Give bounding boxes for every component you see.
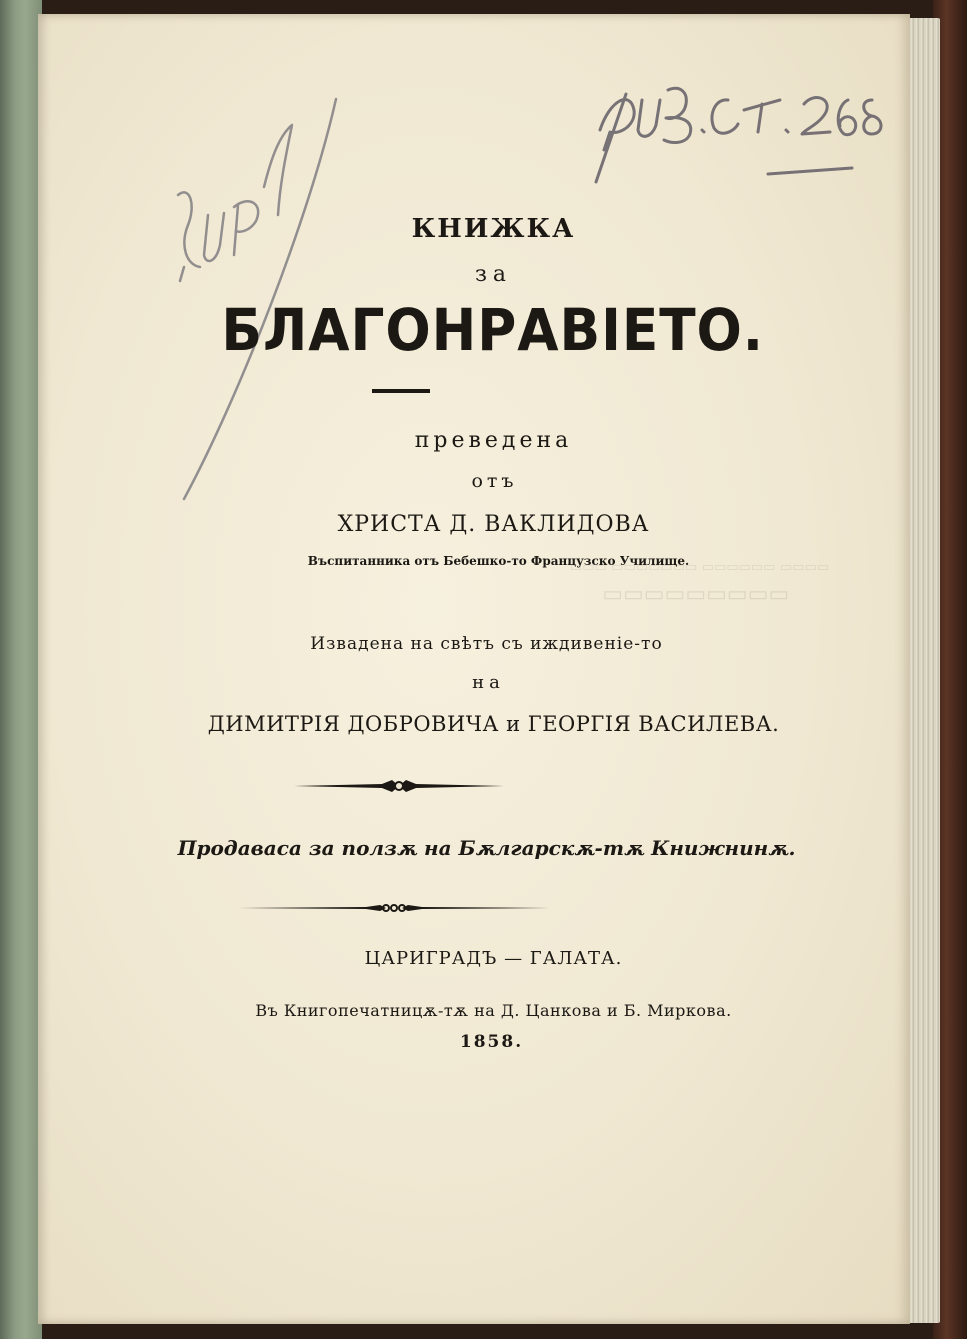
imprint-printer: Въ Книгопечатницѫ-тѫ на Д. Цанкова и Б. Миркова. [255,1001,732,1020]
handwritten-shelfmark [590,70,890,190]
sponsors: ДИМИТРІЯ ДОБРОВИЧА и ГЕОРГІЯ ВАСИЛЕВА. [207,712,780,736]
translated-label: преведена [414,428,573,453]
title-top: КНИЖКА [411,214,576,244]
show-through-text: ▭▭▭▭ ▭▭▭▭▭▭ ▭▭▭▭▭▭▭ ▭▭▭ ▭▭▭▭▭▭▭▭▭ [570,560,830,607]
from-label: отъ [471,470,518,492]
sale-note: Продаваса за ползѫ на Бѫлгарскѫ-тѫ Книжнинѫ. [177,836,796,860]
author-name: ХРИСТА Д. ВАКЛИДОВА [337,512,650,537]
title-rule [372,389,430,393]
imprint-year: 1858. [459,1032,524,1052]
by-label: на [472,672,505,693]
author-note: Въспитанника отъ Бебешко-то Французско Училище. [307,554,690,568]
imprint-city: ЦАРИГРАДЪ — ГАЛАТА. [364,948,623,969]
cover-spine-left [0,0,42,1339]
ornamental-rule-bottom [236,898,552,918]
page-title: БЛАГОНРАВІЕТО. [221,296,764,364]
issued-label: Изваденa на свѣтъ съ иждивеніе-то [310,634,663,654]
ornamental-rule-top [292,776,506,796]
title-preposition: за [474,262,513,287]
